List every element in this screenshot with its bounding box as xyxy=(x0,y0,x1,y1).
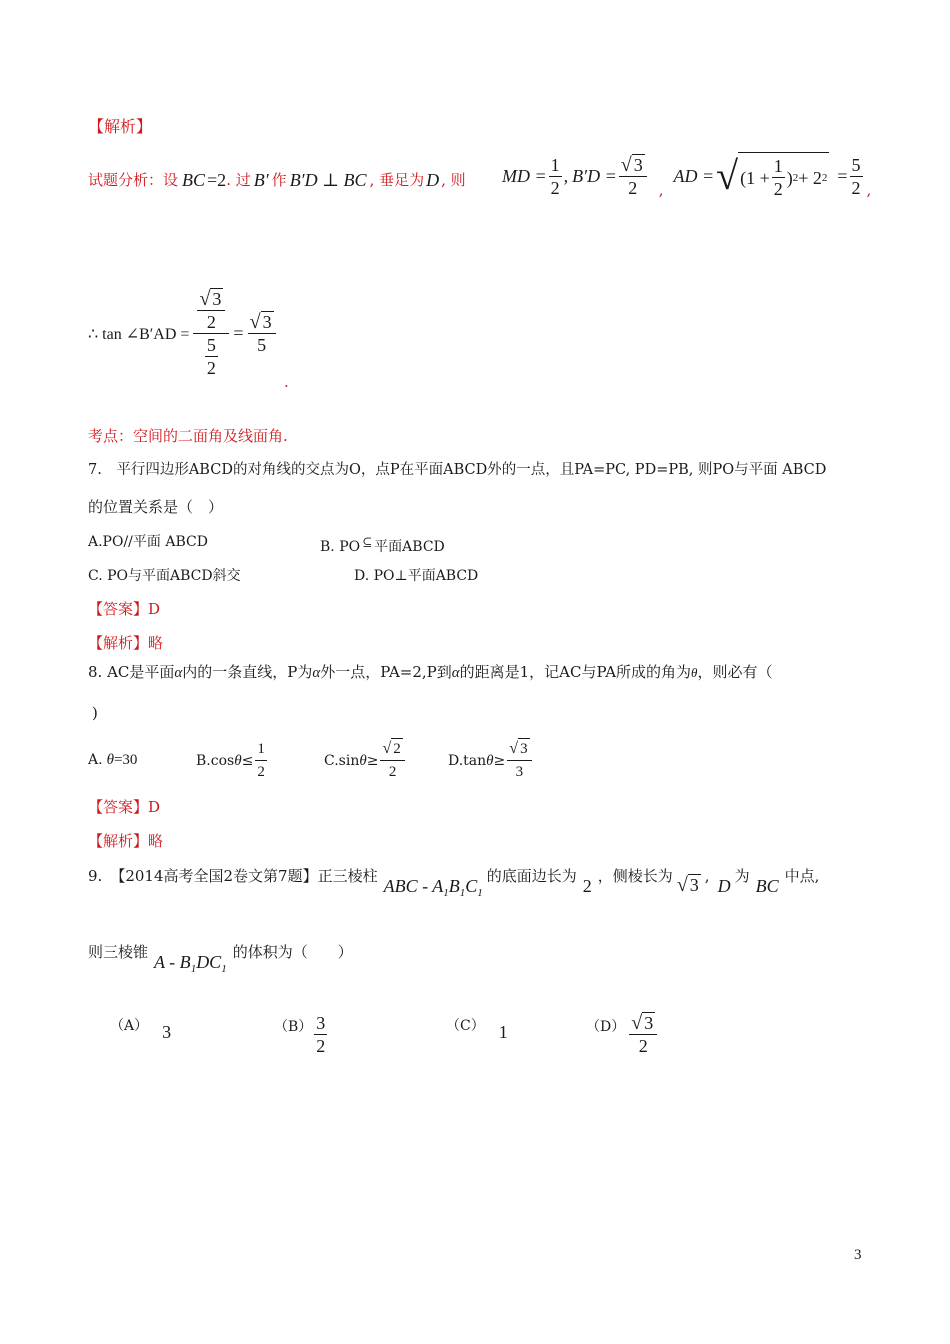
red-comma-1: , xyxy=(658,181,664,199)
tan-formula xyxy=(88,288,278,379)
q8-stem-line2: ) xyxy=(92,704,98,722)
ad-eq: = xyxy=(837,165,848,186)
q7-answer: 【答案】D xyxy=(88,600,161,618)
q7-stem-line2: 的位置关系是（ ） xyxy=(88,498,224,516)
tan-result: √ 3 5 xyxy=(248,311,276,356)
comma: , xyxy=(563,165,569,186)
half-fraction: $\frac{1}{2}$ xyxy=(773,156,783,199)
subset-eq-icon: ⊆ xyxy=(362,535,373,549)
tan-eq: = xyxy=(233,323,244,343)
analysis-text-4: , 则 xyxy=(441,171,466,189)
bd-fraction: √ 3 2 xyxy=(619,154,647,199)
analysis-intro: 试题分析：设 xyxy=(88,171,179,189)
kaodian: 考点：空间的二面角及线面角. xyxy=(88,427,288,445)
md-den: 2 xyxy=(550,177,560,198)
q8-option-d[interactable]: D.tan θ ≥ √ 3 3 xyxy=(448,738,534,783)
q7-option-a[interactable]: A.PO//平面 ABCD xyxy=(88,534,208,550)
q7-option-d[interactable]: D. PO⊥平面ABCD xyxy=(354,568,479,584)
md-fraction xyxy=(549,154,562,199)
eq-two: =2 xyxy=(207,169,227,190)
bc-symbol: BC xyxy=(182,169,206,190)
analysis-text-3: , 垂足为 xyxy=(369,171,425,189)
q9-stem-line2: 则三棱锥 A - $B_1DC_1$ 的体积为（ ） xyxy=(88,943,353,975)
q7-option-c[interactable]: C. PO与平面ABCD斜交 xyxy=(88,568,241,584)
q9-option-d[interactable]: （D） √ 3 2 xyxy=(586,1012,659,1057)
q8-option-b[interactable]: B.cos θ ≤ $\frac{1}{2}$ xyxy=(196,741,265,780)
q8-analysis: 【解析】略 xyxy=(88,832,164,850)
q9-option-c[interactable]: （C） 1 xyxy=(446,1018,508,1042)
ad-sqrt: √ (1 + $\frac{1}{2}$ ) 2 + 2 2 xyxy=(716,153,828,199)
md-formula xyxy=(502,152,871,200)
ad-radicand: (1 + xyxy=(740,167,770,188)
ad-result: $\frac{5}{2}$ xyxy=(851,154,861,198)
tan-prefix: ∴ tan ∠B′AD = xyxy=(88,325,190,343)
analysis-text-1: . 过 xyxy=(226,171,251,189)
red-comma-2: , xyxy=(866,181,872,199)
q7-analysis: 【解析】略 xyxy=(88,634,164,652)
bd-den: 2 xyxy=(628,177,638,198)
q9-option-b[interactable]: （B） $\frac{3}{2}$ xyxy=(274,1013,326,1056)
complex-fraction: √ 3 2 $\frac{5}{2}$ xyxy=(193,288,229,379)
md-label: MD = xyxy=(502,165,547,186)
analysis-heading: 【解析】 xyxy=(88,117,153,136)
d-symbol: D xyxy=(426,169,440,190)
tan-period: . xyxy=(284,373,289,391)
q8-answer: 【答案】D xyxy=(88,798,161,816)
q8-option-c[interactable]: C.sin θ ≥ √ 2 2 xyxy=(324,738,407,783)
q8-stem-line1: 8. AC是平面α内的一条直线，P为α外一点，PA=2,P到α的距离是1，记AC与PA所成的角为θ，则必有（ xyxy=(88,663,773,681)
q8-option-a[interactable]: A. θ =30 xyxy=(88,752,138,768)
b-prime: B′ xyxy=(253,169,269,190)
md-num: 1 xyxy=(550,154,560,175)
analysis-line-1 xyxy=(88,152,466,208)
analysis-text-2: 作 xyxy=(271,171,287,189)
q7-option-b[interactable]: B. PO ⊆ 平面ABCD xyxy=(320,535,445,555)
page-number: 3 xyxy=(854,1247,862,1263)
q7-stem-line1: 7. 平行四边形ABCD的对角线的交点为O，点P在平面ABCD外的一点，且PA=PC, PD=PB, 则PO与平面 ABCD xyxy=(88,462,827,478)
perp-statement: B′D ⊥ BC xyxy=(289,169,367,190)
q9-stem-line1: 9. 【2014高考全国2卷文第7题】 正三棱柱 ABC - $A_1B_1C_1$ 的底面边长为 2 ，侧棱长为 √ 3 , D 为 BC 中点, xyxy=(88,867,820,899)
q9-option-a[interactable]: （A） 3 xyxy=(110,1018,172,1042)
bd-sqrt: 3 xyxy=(633,154,643,175)
ad-label: AD = xyxy=(673,165,715,186)
bd-label: B′D = xyxy=(572,165,617,186)
